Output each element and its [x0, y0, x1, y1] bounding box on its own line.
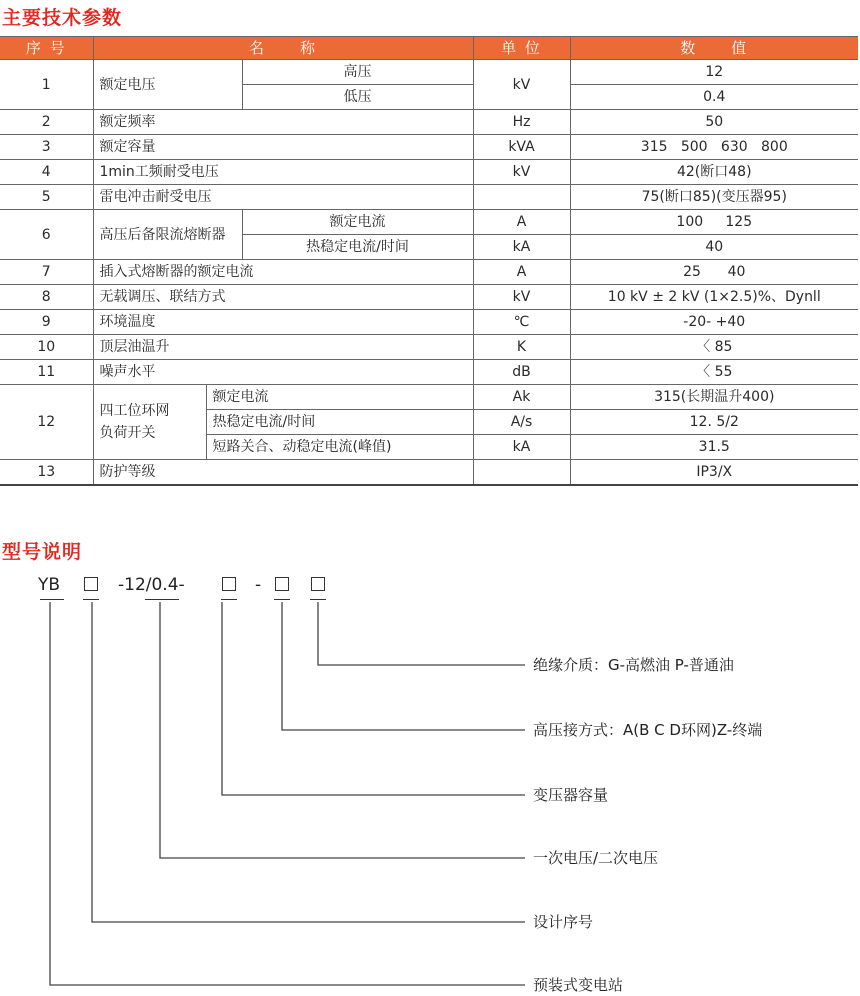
row-name-line: 负荷开关	[99, 425, 156, 441]
row-no: 5	[0, 185, 93, 210]
header-name: 名 称	[93, 37, 473, 60]
row-no: 6	[0, 210, 93, 260]
row-subitem: 热稳定电流/时间	[206, 410, 473, 435]
model-code-dash: -	[255, 575, 262, 595]
legend-product: 预装式变电站	[533, 976, 624, 994]
row-unit: Ak	[473, 385, 570, 410]
model-code-prefix: YB	[38, 575, 61, 595]
legend-capacity: 变压器容量	[533, 786, 609, 804]
row-name: 雷电冲击耐受电压	[93, 185, 473, 210]
row-unit: kV	[473, 160, 570, 185]
row-no: 12	[0, 385, 93, 460]
row-unit: kVA	[473, 135, 570, 160]
row-name: 噪声水平	[93, 360, 473, 385]
row-no: 2	[0, 110, 93, 135]
header-value: 数 值	[570, 37, 858, 60]
row-value: 315(长期温升400)	[570, 385, 858, 410]
row-no: 3	[0, 135, 93, 160]
model-section-title: 型号说明	[2, 541, 83, 563]
row-unit: A/s	[473, 410, 570, 435]
row-name: 额定电压	[93, 60, 242, 110]
row-unit: kA	[473, 235, 570, 260]
row-value: 12. 5/2	[570, 410, 858, 435]
legend-voltage: 一次电压/二次电压	[533, 849, 659, 867]
row-unit: A	[473, 210, 570, 235]
row-subitem: 短路关合、动稳定电流(峰值)	[206, 435, 473, 460]
row-name: 高压后备限流熔断器	[93, 210, 242, 260]
row-no: 9	[0, 310, 93, 335]
header-unit: 单 位	[473, 37, 570, 60]
row-name: 额定频率	[93, 110, 473, 135]
row-subitem: 热稳定电流/时间	[242, 235, 473, 260]
row-unit: dB	[473, 360, 570, 385]
row-value: 42(断口48)	[570, 160, 858, 185]
row-no: 10	[0, 335, 93, 360]
row-unit: Hz	[473, 110, 570, 135]
row-value: 12	[570, 60, 858, 85]
row-name: 插入式熔断器的额定电流	[93, 260, 473, 285]
row-name-line: 四工位环网	[99, 403, 170, 419]
row-unit: kA	[473, 435, 570, 460]
leader-line-insulation	[318, 602, 525, 665]
row-value: 10 kV ± 2 kV (1×2.5)%、Dynll	[570, 285, 858, 310]
row-no: 8	[0, 285, 93, 310]
row-name: 1min工频耐受电压	[93, 160, 473, 185]
row-name: 顶层油温升	[93, 335, 473, 360]
row-no: 4	[0, 160, 93, 185]
row-value: 〈 55	[570, 360, 858, 385]
row-value: 0.4	[570, 85, 858, 110]
model-code-middle: -12/0.4-	[118, 575, 185, 595]
leader-line-prefix	[50, 602, 525, 985]
row-unit: ℃	[473, 310, 570, 335]
row-subitem: 高压	[242, 60, 473, 85]
row-name: 防护等级	[93, 460, 473, 486]
row-value: 25 40	[570, 260, 858, 285]
row-value: IP3/X	[570, 460, 858, 486]
leader-line-capacity	[222, 602, 525, 795]
row-value: 31.5	[570, 435, 858, 460]
row-name: 无载调压、联结方式	[93, 285, 473, 310]
header-no: 序 号	[0, 37, 93, 60]
row-value: 315 500 630 800	[570, 135, 858, 160]
row-value: -20- +40	[570, 310, 858, 335]
legend-insulation: 绝缘介质：G-高燃油 P-普通油	[533, 656, 734, 674]
row-name: 环境温度	[93, 310, 473, 335]
row-subitem: 低压	[242, 85, 473, 110]
row-subitem: 额定电流	[242, 210, 473, 235]
legend-design-no: 设计序号	[533, 913, 594, 931]
leader-line-design-no	[92, 602, 525, 922]
row-unit: K	[473, 335, 570, 360]
row-value: 100 125	[570, 210, 858, 235]
row-value: 75(断口85)(变压器95)	[570, 185, 858, 210]
row-no: 7	[0, 260, 93, 285]
row-value: 40	[570, 235, 858, 260]
legend-hv-connection: 高压接方式：A(B C D环网)Z-终端	[533, 721, 763, 739]
specs-section-title: 主要技术参数	[2, 7, 123, 29]
row-value: 〈 85	[570, 335, 858, 360]
row-unit: kV	[473, 60, 570, 110]
row-no: 13	[0, 460, 93, 486]
row-unit: kV	[473, 285, 570, 310]
row-subitem: 额定电流	[206, 385, 473, 410]
row-value: 50	[570, 110, 858, 135]
row-no: 1	[0, 60, 93, 110]
row-unit: A	[473, 260, 570, 285]
row-name: 额定容量	[93, 135, 473, 160]
row-no: 11	[0, 360, 93, 385]
